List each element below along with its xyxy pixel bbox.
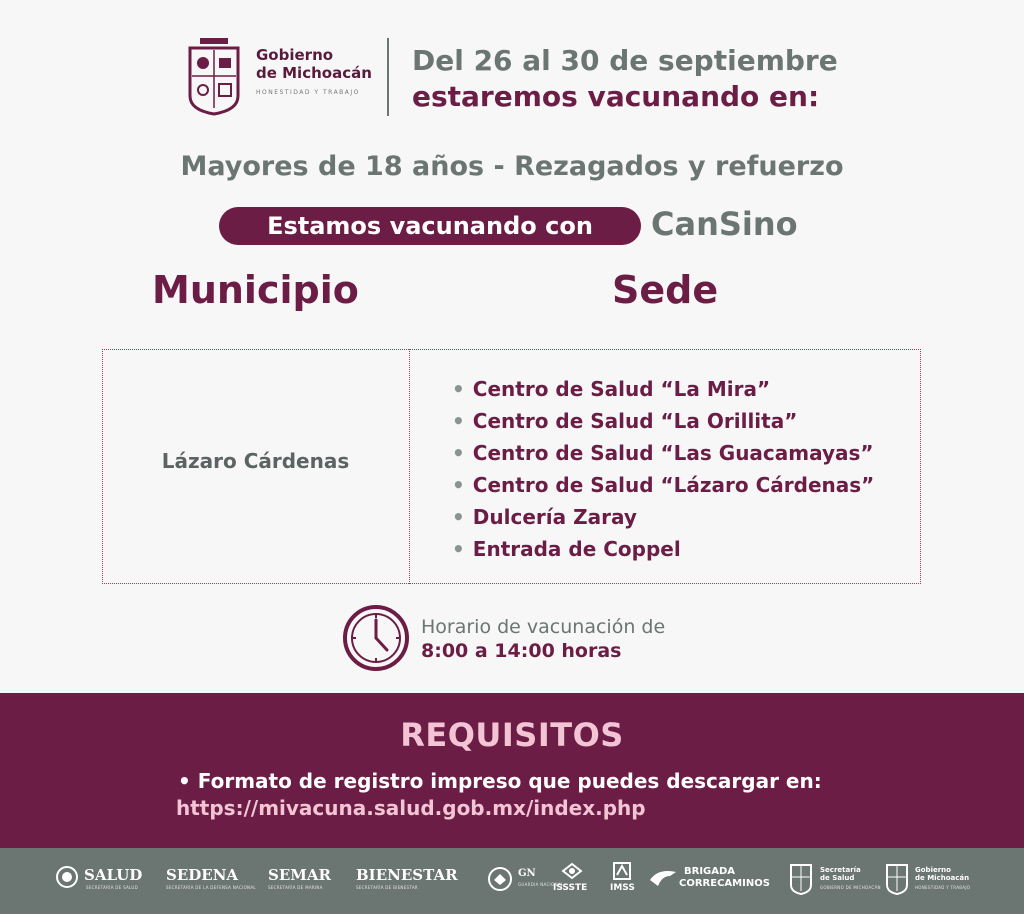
issste-logo: ISSSTE xyxy=(553,883,588,893)
gobierno-michoacan-sub: HONESTIDAD Y TRABAJO xyxy=(915,885,971,890)
gov-name xyxy=(256,46,372,82)
gov-tagline: HONESTIDAD Y TRABAJO xyxy=(256,89,360,96)
sede-header: Sede xyxy=(612,268,719,312)
schedule-hours: 8:00 a 14:00 horas xyxy=(421,640,622,662)
requisito-item: • Formato de registro impreso que puedes descargar en: xyxy=(178,769,822,793)
michoacan-coat-of-arms-logo xyxy=(186,36,242,116)
bullet: • xyxy=(452,505,465,529)
secretaria-salud-sub: GOBIERNO DE MICHOACÁN xyxy=(820,885,881,890)
semar-logo-sub: SECRETARÍA DE MARINA xyxy=(268,885,323,890)
secretaria-salud-line1: Secretaría xyxy=(820,866,861,874)
requisitos-title: REQUISITOS xyxy=(400,716,624,754)
gn-logo: GN xyxy=(518,868,536,879)
bullet: • xyxy=(452,441,465,465)
vaccine-name: CanSino xyxy=(651,205,798,243)
bullet: • xyxy=(452,537,465,561)
list-item xyxy=(452,438,874,470)
bienestar-logo-sub: SECRETARÍA DE BIENESTAR xyxy=(356,885,418,890)
issste-emblem-icon xyxy=(561,862,583,880)
table-column-divider xyxy=(409,349,410,584)
municipio-name: Lázaro Cárdenas xyxy=(161,449,350,473)
list-item xyxy=(452,406,874,438)
schedule-label: Horario de vacunación de xyxy=(421,616,666,638)
gobierno-michoacan-shield-icon xyxy=(885,861,909,895)
imss-emblem-icon xyxy=(611,861,633,881)
salud-emblem-icon xyxy=(56,866,78,888)
gobierno-michoacan-line2: de Michoacán xyxy=(915,874,970,882)
list-item xyxy=(452,374,874,406)
sedena-logo: SEDENA xyxy=(166,866,239,884)
clock-icon xyxy=(342,604,410,672)
imss-logo: IMSS xyxy=(610,883,635,893)
secretaria-salud-shield-icon xyxy=(789,861,813,895)
bullet: • xyxy=(452,473,465,497)
registration-link[interactable]: https://mivacuna.salud.gob.mx/index.php xyxy=(176,796,646,820)
sede-name: Dulcería Zaray xyxy=(472,505,637,529)
vaccinating-heading: estaremos vacunando en: xyxy=(412,80,820,113)
secretaria-salud-logo xyxy=(820,866,861,882)
sedena-logo-sub: SECRETARÍA DE LA DEFENSA NACIONAL xyxy=(166,885,256,890)
secretaria-salud-line2: de Salud xyxy=(820,874,855,882)
municipio-header: Municipio xyxy=(152,268,359,312)
vaccine-pill: Estamos vacunando con xyxy=(219,207,641,245)
gn-logo-sub: GUARDIA NACIONAL xyxy=(518,882,564,887)
sede-list xyxy=(452,374,874,566)
audience-subtitle: Mayores de 18 años - Rezagados y refuerzo xyxy=(180,151,844,182)
header-divider xyxy=(387,38,389,116)
salud-logo: SALUD xyxy=(84,866,143,884)
list-item xyxy=(452,534,874,566)
salud-logo-sub: SECRETARÍA DE SALUD xyxy=(86,885,138,890)
list-item xyxy=(452,502,874,534)
bullet: • xyxy=(452,377,465,401)
brigada-logo-line1: BRIGADA xyxy=(684,866,736,877)
header xyxy=(0,0,1024,130)
semar-logo: SEMAR xyxy=(268,866,331,884)
gobierno-michoacan-footer-logo xyxy=(915,866,969,882)
roadrunner-icon xyxy=(648,866,680,890)
sede-name: Centro de Salud “Las Guacamayas” xyxy=(472,441,874,465)
gov-name-line2: de Michoacán xyxy=(256,64,372,82)
list-item xyxy=(452,470,874,502)
bienestar-logo: BIENESTAR xyxy=(356,866,458,884)
gov-name-line1: Gobierno xyxy=(256,46,334,64)
sede-name: Entrada de Coppel xyxy=(472,537,681,561)
brigada-logo-line2: CORRECAMINOS xyxy=(679,878,770,889)
sede-name: Centro de Salud “Lázaro Cárdenas” xyxy=(472,473,875,497)
bullet: • xyxy=(452,409,465,433)
sede-name: Centro de Salud “La Mira” xyxy=(472,377,771,401)
gobierno-michoacan-line1: Gobierno xyxy=(915,866,951,874)
guardia-nacional-emblem-icon xyxy=(487,866,513,892)
date-range-heading: Del 26 al 30 de septiembre xyxy=(412,44,838,77)
sede-name: Centro de Salud “La Orillita” xyxy=(472,409,798,433)
